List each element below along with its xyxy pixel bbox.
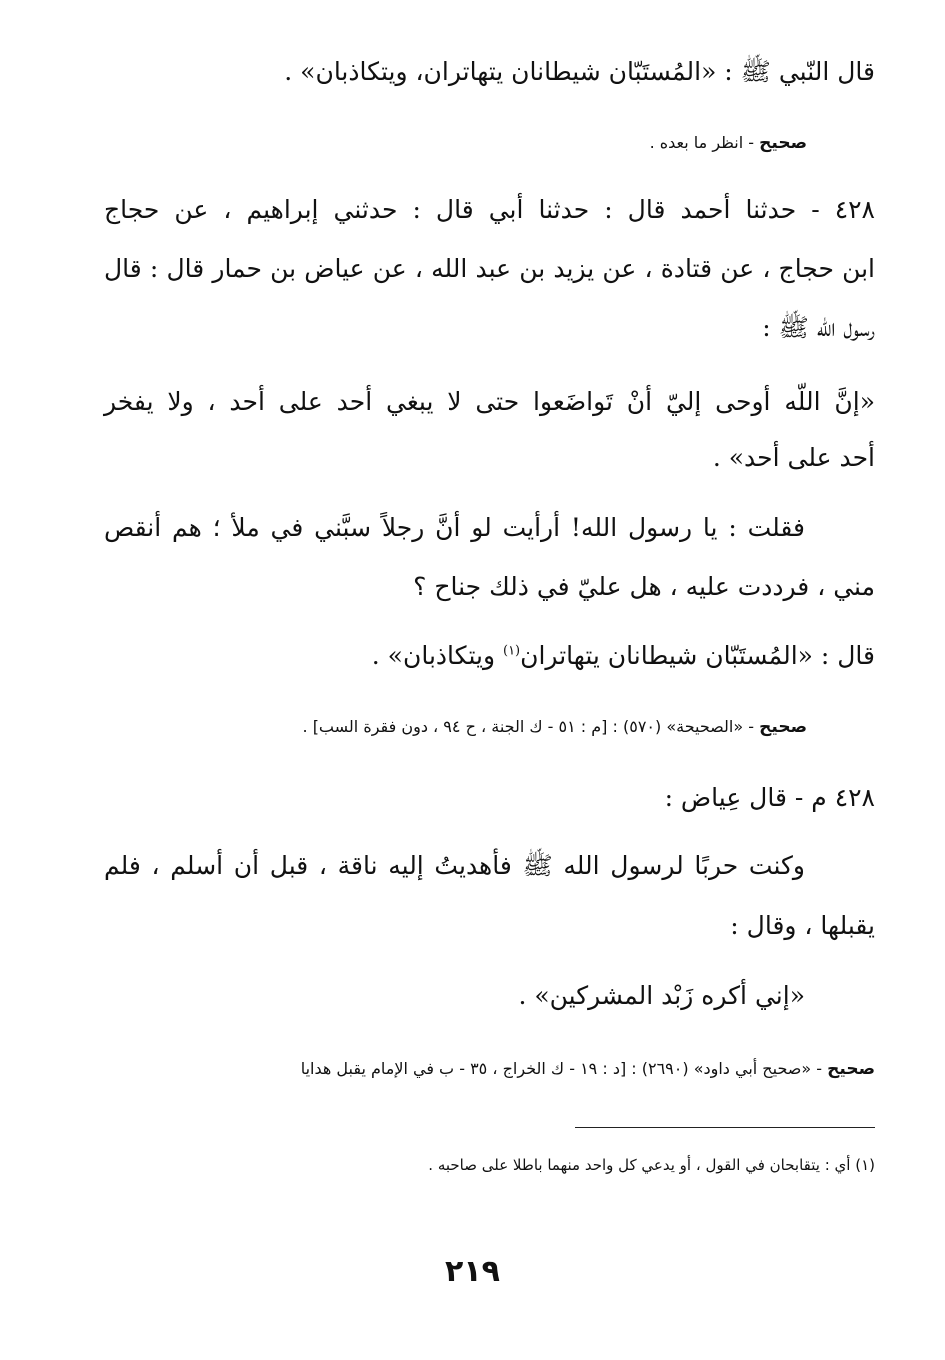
hadith-header [104, 778, 875, 818]
text-line: رسول الله ﷺ : [762, 313, 875, 342]
grading-text: - انظر ما بعده . [649, 133, 755, 152]
reply-line [104, 636, 875, 676]
text-line: أحد على أحد» . [712, 443, 875, 472]
hadith-grading [104, 1054, 875, 1084]
footnote-divider [575, 1127, 875, 1128]
grading-label: صحيح [759, 133, 807, 153]
footnote: (١) أي : يتقابحان في القول ، أو يدعي كل واحد منهما باطلا على صاحبه . [428, 1156, 875, 1174]
grading-text: - «صحيح أبي داود» (٢٦٩٠) : [د : ١٩ - ك الخراج ، ٣٥ - ب في الإمام يقبل هدايا [300, 1059, 823, 1078]
footnote-marker: (١) [502, 643, 521, 659]
text-line: يقبلها ، وقال : [730, 911, 875, 940]
text-line: «إنَّ اللّه أوحى إليّ أنْ تَواضَعوا حتى لا يبغي أحد على أحد ، ولا يفخر [104, 387, 875, 416]
hadith-chain: قال عِياض : [664, 783, 787, 812]
text-line: مني ، فرددت عليه ، هل عليّ في ذلك جناح ؟ [413, 572, 875, 601]
hadith-grading [104, 128, 807, 158]
grading-label: صحيح [827, 1059, 875, 1079]
hadith-number: ٤٢٨ م - [794, 783, 875, 812]
hadith-number: ٤٢٨ - [811, 195, 875, 224]
grading-text: - «الصحيحة» (٥٧٠) : [م : ٥١ - ك الجنة ، ح ٩٤ ، دون فقرة السب] . [302, 717, 755, 736]
hadith-chain: حدثنا أحمد قال : حدثنا أبي قال : حدثني إبراهيم ، عن حجاج [104, 195, 797, 224]
hadith-header [104, 190, 875, 230]
text-line: «إني أكره زَبْد المشركين» . [518, 981, 805, 1010]
text-line: ابن حجاج ، عن قتادة ، عن يزيد بن عبد الله ، عن عياض بن حمار قال : قال [104, 254, 875, 283]
hadith-grading [104, 712, 807, 742]
reply-text: قال : «المُستَبّان شيطانان يتهاتران [520, 641, 875, 670]
grading-label: صحيح [759, 717, 807, 737]
text-line: وكنت حربًا لرسول الله ﷺ فأهديتُ إليه ناقة ، قبل أن أسلم ، فلم [104, 851, 805, 880]
page-number: ٢١٩ [445, 1254, 500, 1289]
text-line: فقلت : يا رسول الله! أرأيت لو أنَّ رجلاً سبَّني في ملأ ؛ هم أنقص [104, 513, 805, 542]
text-line: قال النّبي ﷺ : «المُستَبّان شيطانان يتهاتران، ويتكاذبان» . [284, 57, 875, 86]
reply-text-end: ويتكاذبان» . [371, 641, 503, 670]
